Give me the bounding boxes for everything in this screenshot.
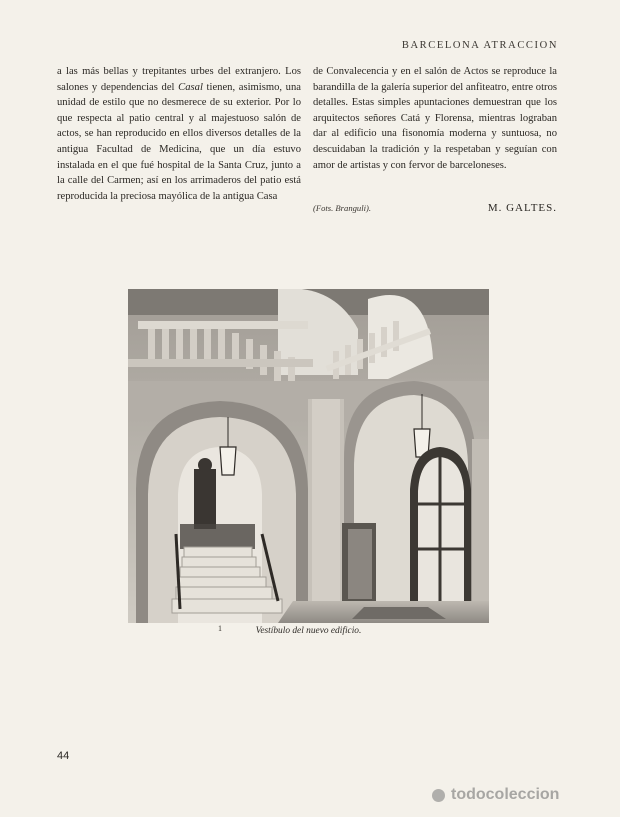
author-signature: M. GALTES. — [487, 202, 557, 214]
vestibule-photo — [128, 289, 489, 623]
watermark-logo-icon — [432, 789, 445, 802]
left-text-after-italic: tienen, asimismo, una unidad de estilo que no desmerece de su exterior. Por lo que respecta al patio central y al majestuoso salón de actos, se han reproducido en ellos diversos detalles de la antigua Facultad de Medicina, que un día estuvo instalada en el que fué hospital de la Santa Cruz, junto a la calle del Carmen; así en los arrimaderos del patio está reproducida la preciosa mayólica de la antigua Casa — [57, 81, 301, 202]
left-column-paragraph — [57, 64, 301, 204]
running-head: BARCELONA ATRACCION — [401, 40, 558, 51]
left-text-before-italic: a las más bellas y trepitantes urbes del extranjero. Los salones y dependencias del — [57, 66, 301, 93]
article-left-column — [57, 64, 301, 204]
left-text-italic-word: Casal — [178, 81, 203, 93]
photo-credit: (Fots. Branguli). — [313, 203, 372, 213]
figure-number-mark: 1 — [218, 624, 222, 633]
page-number: 44 — [57, 750, 70, 762]
credit-row — [313, 202, 557, 214]
right-column-paragraph: de Convalecencia y en el salón de Actos se reproduce la barandilla de la galería superior del anfiteatro, entre otros detalles. Estas simples apuntaciones demuestran que los arquitectos señores Catá y Florensa, mientras lograban dar al edificio una fisonomía moderna y suntuosa, no descuidaban la tradición y la respetaban y seguían con amor de artistas y con fervor de barceloneses. — [313, 66, 557, 171]
watermark-text: todocoleccion — [451, 786, 560, 803]
article-right-column — [313, 64, 557, 173]
watermark — [432, 786, 559, 804]
figure-caption: Vestíbulo del nuevo edificio. — [255, 626, 362, 636]
